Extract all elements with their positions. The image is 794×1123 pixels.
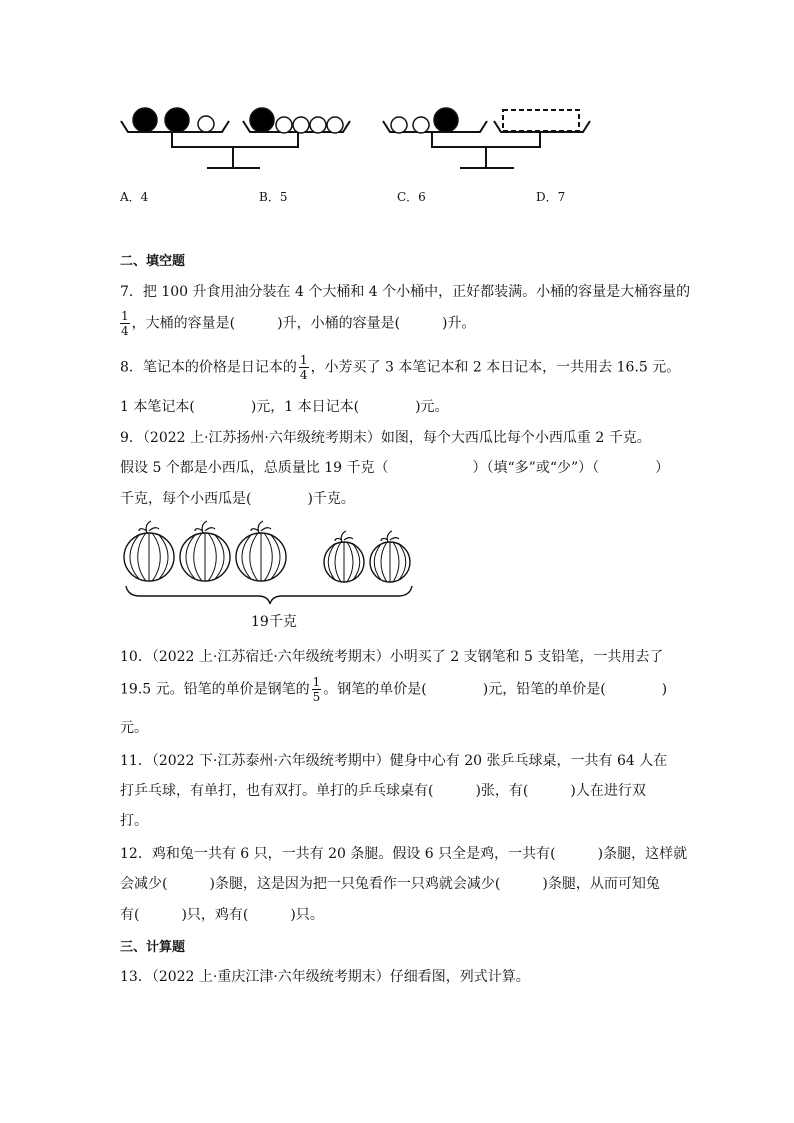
q7-line1: 7．把 100 升食用油分装在 4 个大桶和 4 个小桶中，正好都装满。小桶的容量是大桶容量的 xyxy=(120,284,691,300)
q12-line2: 会减少( )条腿，这是因为把一只兔看作一只鸡就会减少( )条腿，从而可知兔 xyxy=(120,876,660,892)
q7-fraction: $\frac{1}{4}$ xyxy=(121,309,129,338)
section-heading-calculation: 三、计算题 xyxy=(120,940,186,955)
option-c: C．6 xyxy=(397,190,426,204)
big-watermelon-1 xyxy=(124,521,174,581)
q8-line1: 8．笔记本的价格是日记本的 $\frac{1}{4}$ ，小芳买了 3 本笔记本和 2 本日记本，一共用去 16.5 元。 xyxy=(120,353,681,382)
q9-line1: 9．（2022 上·江苏扬州·六年级统考期末）如图，每个大西瓜比每个小西瓜重 2 千克。 xyxy=(120,430,651,446)
q10-line1: 10．（2022 上·江苏宿迁·六年级统考期末）小明买了 2 支钢笔和 5 支铅笔，一共用去了 xyxy=(120,649,664,665)
small-watermelon-1 xyxy=(324,531,364,582)
q12-line3: 有( )只，鸡有( )只。 xyxy=(120,907,324,923)
q11-line1: 11．（2022 下·江苏泰州·六年级统考期中）健身中心有 20 张乒乓球桌，一共有 64 人在 xyxy=(120,753,668,769)
figure-total-weight-label: 19千克 xyxy=(251,614,297,630)
q8-fraction: $\frac{1}{4}$ xyxy=(299,353,308,382)
q10-line2: 19.5 元。铅笔的单价是钢笔的 $\frac{1}{5}$ 。钢笔的单价是( )元，铅笔的单价是( ) xyxy=(120,675,668,704)
section-heading-fill-blank: 二、填空题 xyxy=(120,254,186,269)
q13-line1: 13．（2022 上·重庆江津·六年级统考期末）仔细看图，列式计算。 xyxy=(120,969,530,985)
q10-fraction: $\frac{1}{5}$ xyxy=(312,675,321,704)
q7-line2: $\frac{1}{4}$ ，大桶的容量是( )升，小桶的容量是( )升。 xyxy=(121,309,476,338)
q9-line3: 千克，每个小西瓜是( )千克。 xyxy=(120,491,355,507)
big-watermelon-3 xyxy=(236,521,286,581)
q11-line2: 打乒乓球，有单打，也有双打。单打的乒乓球桌有( )张，有( )人在进行双 xyxy=(120,783,646,799)
option-d: D．7 xyxy=(536,190,566,204)
small-watermelon-2 xyxy=(370,531,410,582)
q10-line3: 元。 xyxy=(120,720,148,736)
q9-line2: 假设 5 个都是小西瓜，总质量比 19 千克（ ）（填“多”或“少”）（ ） xyxy=(120,460,670,476)
curly-brace xyxy=(126,586,412,604)
q11-line3: 打。 xyxy=(120,813,148,829)
big-watermelon-2 xyxy=(180,521,230,581)
option-a: A．4 xyxy=(120,190,149,204)
option-b: B．5 xyxy=(259,190,288,204)
q8-line2: 1 本笔记本( )元，1 本日记本( )元。 xyxy=(120,399,449,415)
q12-line1: 12．鸡和兔一共有 6 只，一共有 20 条腿。假设 6 只全是鸡，一共有( )条腿，这样就 xyxy=(120,846,688,862)
